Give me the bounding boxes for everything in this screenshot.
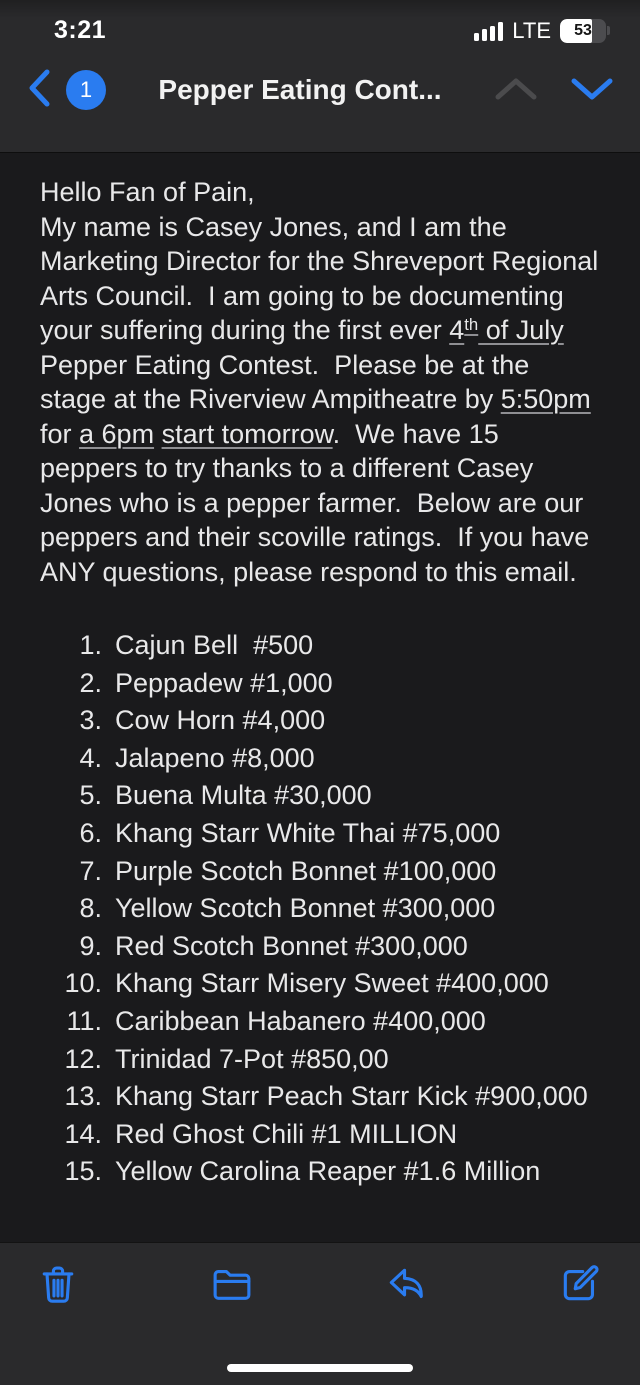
pepper-number: 2. [79,667,102,698]
pepper-item [40,1041,600,1079]
pepper-label: Cow Horn #4,000 [115,705,326,736]
back-chevron-icon [26,68,52,113]
pepper-item [40,1153,600,1191]
battery-icon [560,19,610,43]
pepper-label: Cajun Bell #500 [115,630,314,660]
pepper-label: Peppadew #1,000 [115,667,333,698]
pepper-label: Jalapeno #8,000 [115,742,315,773]
pepper-number: 10. [64,968,102,999]
detected-link[interactable]: 5:50pm [500,384,591,414]
email-body-scroll-area[interactable] [0,153,640,1243]
pepper-number: 11. [66,1005,102,1036]
pepper-label: Khang Starr Misery Sweet #400,000 [115,968,549,999]
previous-message-button[interactable] [494,76,538,105]
pepper-number: 5. [79,780,102,811]
detected-link[interactable]: of July [478,315,564,345]
cellular-signal-icon [474,21,503,41]
pepper-item [40,928,600,966]
home-indicator[interactable] [227,1364,413,1372]
folder-icon [210,1262,256,1306]
pepper-number: 3. [79,705,102,736]
pepper-item [40,627,600,665]
pepper-number: 9. [79,930,102,961]
pepper-number: 1. [79,630,102,660]
battery-percent: 53 [574,21,592,39]
pepper-number: 14. [64,1118,102,1149]
pepper-number: 15. [64,1156,102,1187]
pepper-label: Khang Starr White Thai #75,000 [115,817,501,848]
paragraph-text: Hello Fan of Pain, [40,177,255,207]
chevron-up-icon [494,90,538,105]
next-message-button[interactable] [570,76,614,105]
pepper-number: 6. [79,817,102,848]
pepper-number: 7. [79,855,102,886]
pepper-label: Red Ghost Chili #1 MILLION [115,1118,458,1149]
chevron-down-icon [570,90,614,105]
battery-nub [607,26,610,35]
pepper-label: Buena Multa #30,000 [115,780,372,811]
pepper-item [40,1078,600,1116]
move-to-folder-button[interactable] [210,1261,256,1307]
pepper-label: Yellow Scotch Bonnet #300,000 [115,893,496,924]
reply-icon [384,1262,430,1306]
pepper-list [40,627,600,1191]
pepper-label: Caribbean Habanero #400,000 [115,1005,486,1036]
top-chrome [0,0,640,153]
pepper-item [40,665,600,703]
pepper-label: Khang Starr Peach Starr Kick #900,000 [115,1081,588,1112]
back-button[interactable] [26,68,106,113]
paragraph-text: for [40,384,599,449]
trash-icon [36,1262,82,1306]
status-bar [0,0,640,45]
email-paragraph [40,175,605,589]
pepper-item [40,853,600,891]
compose-button[interactable] [558,1261,604,1307]
paragraph-text: Pepper Eating Contest. Please be at the stage at the Riverview Ampitheatre by [40,315,572,414]
paragraph-text: . We have 15 peppers to try thanks to a different Casey Jones who is a pepper farmer. Below are our peppers and their scoville ratings. If you have ANY questions, please respond to this email. [40,418,596,587]
pepper-label: Red Scotch Bonnet #300,000 [115,930,468,961]
status-icons [474,18,610,44]
pepper-number: 4. [79,742,102,773]
bottom-toolbar [0,1242,640,1385]
pepper-item [40,890,600,928]
pepper-number: 13. [64,1081,102,1112]
pepper-item [40,777,600,815]
detected-link[interactable]: start tomorrow [161,418,333,449]
pepper-item [40,740,600,778]
pepper-label: Yellow Carolina Reaper #1.6 Million [115,1156,541,1187]
pepper-label: Trinidad 7-Pot #850,00 [115,1043,389,1074]
reply-button[interactable] [384,1261,430,1307]
status-time: 3:21 [54,16,107,44]
message-subject-title: Pepper Eating Cont... [158,74,442,105]
detected-link[interactable]: a 6pm [79,418,155,449]
pepper-number: 12. [64,1043,102,1074]
paragraph-text: My name is Casey Jones, and I am the Marketing Director for the Shreveport Regional Arts Council. I am going to be documenting your suffering during the first ever [40,211,605,345]
nav-bar [0,47,640,133]
pepper-item [40,815,600,853]
compose-icon [558,1262,604,1306]
message-nav-buttons [494,76,614,105]
pepper-label: Purple Scotch Bonnet #100,000 [115,855,497,886]
detected-link[interactable]: th [464,314,479,334]
delete-button[interactable] [36,1261,82,1307]
unread-count-badge: 1 [66,70,106,110]
detected-link[interactable]: 4 [449,315,465,345]
pepper-item [40,702,600,740]
pepper-item [40,1116,600,1154]
network-type-label: LTE [512,17,551,43]
pepper-number: 8. [79,893,102,924]
paragraph-text [154,419,162,449]
pepper-item [40,965,600,1003]
pepper-item [40,1003,600,1041]
